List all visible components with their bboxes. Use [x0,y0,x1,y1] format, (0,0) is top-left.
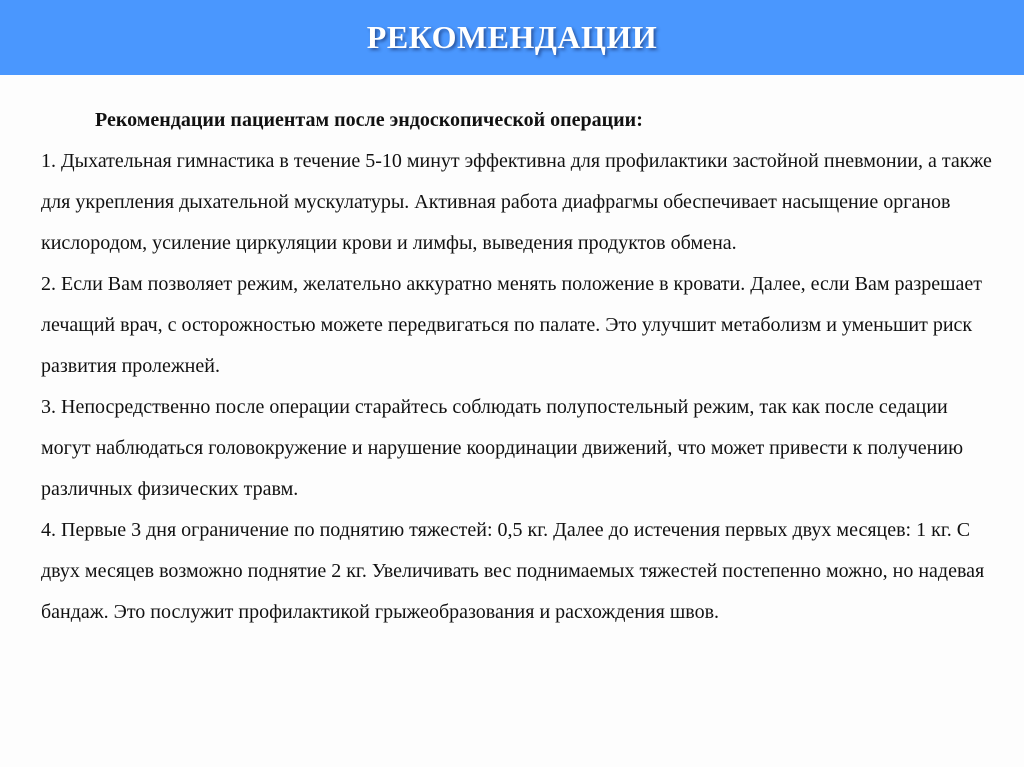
recommendation-item-4: 4. Первые 3 дня ограничение по поднятию тяжестей: 0,5 кг. Далее до истечения первых двух месяцев: 1 кг. С двух месяцев возможно поднятие 2 кг. Увеличивать вес поднимаемых тяжестей постепенно можно, но надевая бандаж. Это послужит профилактикой грыжеобразования и расхождения швов. [41,519,985,623]
recommendations-heading: Рекомендации пациентам после эндоскопической операции: [95,109,643,131]
recommendation-item-1: 1. Дыхательная гимнастика в течение 5-10 минут эффективна для профилактики застойной пневмонии, а также для укрепления дыхательной мускулатуры. Активная работа диафрагмы обеспечивает насыщение органов кислородом, усиление циркуляции крови и лимфы, выведения продуктов обмена. [41,150,992,254]
slide-title: РЕКОМЕНДАЦИИ [366,19,658,55]
recommendation-item-3: 3. Непосредственно после операции старайтесь соблюдать полупостельный режим, так как после седации могут наблюдаться головокружение и нарушение координации движений, что может привести к получению различных физических травм. [41,396,964,500]
title-bar [0,0,1024,75]
recommendation-item-2: 2. Если Вам позволяет режим, желательно аккуратно менять положение в кровати. Далее, если Вам разрешает лечащий врач, с осторожностью можете передвигаться по палате. Это улучшит метаболизм и уменьшит риск развития пролежней. [41,273,983,377]
slide-content [41,100,996,633]
